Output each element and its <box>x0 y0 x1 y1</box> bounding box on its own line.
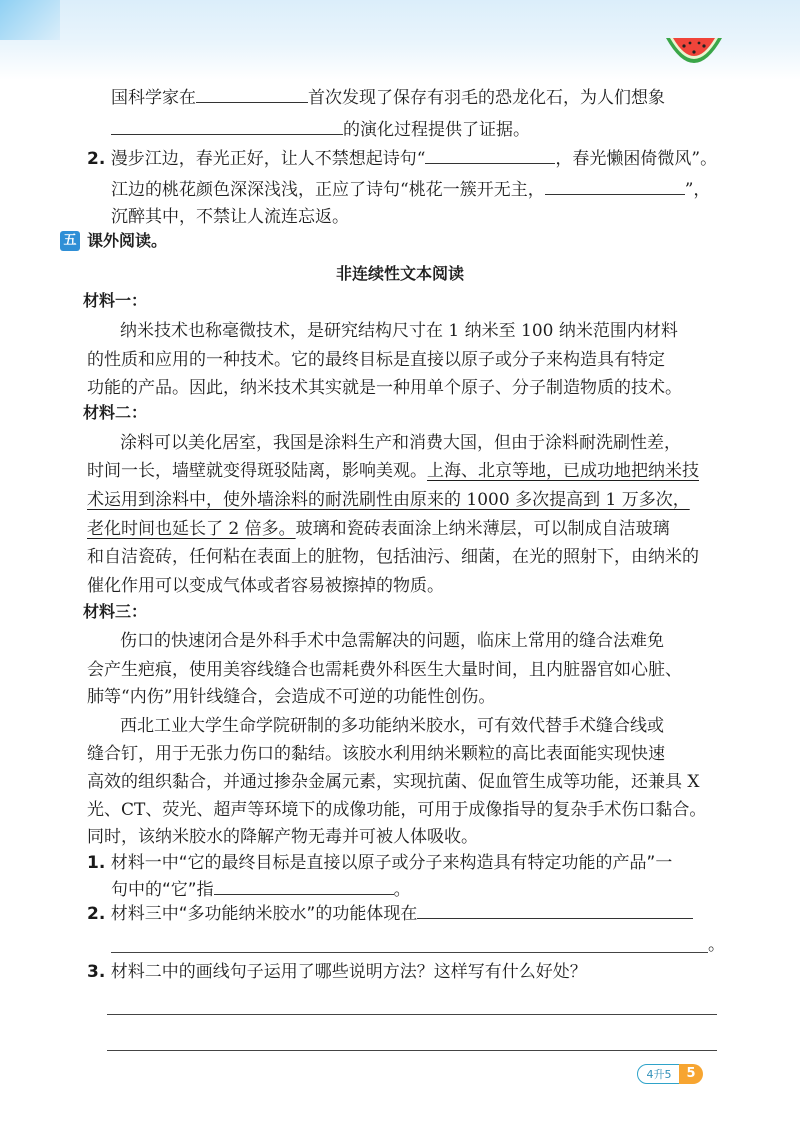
question-number: 3. <box>87 962 106 982</box>
material-3-line: 会产生疤痕，使用美容线缝合也需耗费外科医生大量时间，且内脏器官如心脏、 <box>87 660 682 680</box>
material-1-label: 材料一： <box>83 291 148 310</box>
answer-line[interactable] <box>111 952 708 953</box>
material-3-line: 肺等“内伤”用针线缝合，会造成不可逆的功能性创伤。 <box>87 687 496 707</box>
material-1-line: 纳米技术也称毫微技术，是研究结构尺寸在 1 纳米至 100 纳米范围内材料 <box>120 321 678 341</box>
material-3-line: 伤口的快速闭合是外科手术中急需解决的问题，临床上常用的缝合法难免 <box>120 631 664 651</box>
question-3-line-1 <box>87 961 587 983</box>
question-number: 2. <box>87 149 106 169</box>
material-3-line: 光、CT、荧光、超声等环境下的成像功能，可用于成像指导的复杂手术伤口黏合。 <box>87 800 707 820</box>
question-number: 2. <box>87 904 106 924</box>
underlined-sentence: 术运用到涂料中，使外墙涂料的耐洗刷性由原来的 1000 多次提高到 1 万多次， <box>87 490 690 510</box>
text-segment: 沉醉其中，不禁让人流连忘返。 <box>111 207 349 227</box>
material-2-line: 涂料可以美化居室，我国是涂料生产和消费大国，但由于涂料耐洗刷性差， <box>120 433 681 453</box>
watermelon-icon <box>664 34 724 68</box>
material-2-label: 材料二： <box>83 403 148 422</box>
answer-blank[interactable] <box>417 902 693 919</box>
section-number-icon: 五 <box>60 231 80 251</box>
material-3-line: 西北工业大学生命学院研制的多功能纳米胶水，可有效代替手术缝合线或 <box>120 716 664 736</box>
question-2-line-1 <box>87 902 693 925</box>
material-2-line: 和自洁瓷砖，任何粘在表面上的脏物，包括油污、细菌，在光的照射下，由纳米的 <box>87 547 699 567</box>
material-1-line: 的性质和应用的一种技术。它的最终目标是直接以原子或分子来构造具有特定 <box>87 350 665 370</box>
question-2-end: 。 <box>708 935 725 955</box>
underlined-sentence: 老化时间也延长了 2 倍多。 <box>87 519 296 539</box>
question-number: 1. <box>87 853 106 873</box>
question-text: 句中的“它”指 <box>111 880 214 900</box>
section-title: 课外阅读。 <box>87 231 168 250</box>
question-1-line-2 <box>111 878 411 901</box>
text-segment: ，春光懒困倚微风”。 <box>555 149 718 169</box>
answer-line[interactable] <box>107 1014 717 1015</box>
poetry-question-line-1 <box>87 147 717 170</box>
material-3-line: 高效的组织黏合，并通过掺杂金属元素，实现抗菌、促血管生成等功能，还兼具 X <box>87 772 700 792</box>
header-band <box>0 0 800 80</box>
material-2-line: 催化作用可以变成气体或者容易被擦掉的物质。 <box>87 576 444 596</box>
material-3-line: 同时，该纳米胶水的降解产物无毒并可被人体吸收。 <box>87 827 478 847</box>
text-segment: 国科学家在 <box>111 88 196 108</box>
material-3-label: 材料三： <box>83 602 148 621</box>
reading-subtitle: 非连续性文本阅读 <box>335 264 464 283</box>
question-text: 材料一中“它的最终目标是直接以原子或分子来构造具有特定功能的产品”一 <box>110 853 673 873</box>
sky-decoration <box>0 0 60 40</box>
text-segment: 时间一长，墙壁就变得斑驳陆离，影响美观。 <box>87 461 427 481</box>
question-text: 。 <box>393 880 411 900</box>
material-1-line: 功能的产品。因此，纳米技术其实就是一种用单个原子、分子制造物质的技术。 <box>87 378 682 398</box>
text-segment: 首次发现了保存有羽毛的恐龙化石，为人们想象 <box>308 88 665 108</box>
poetry-question-line-3 <box>111 206 349 228</box>
text-segment: 漫步江边，春光正好，让人不禁想起诗句“ <box>110 149 426 169</box>
answer-blank[interactable] <box>425 147 555 164</box>
answer-blank[interactable] <box>545 178 685 195</box>
text-segment: 江边的桃花颜色深深浅浅，正应了诗句“桃花一簇开无主， <box>111 180 545 200</box>
poetry-question-line-2 <box>111 178 710 201</box>
material-3-line: 缝合钉，用于无张力伤口的黏结。该胶水利用纳米颗粒的高比表面能实现快速 <box>87 744 665 764</box>
text-segment: 玻璃和瓷砖表面涂上纳米薄层，可以制成自洁玻璃 <box>295 519 670 539</box>
text-segment: 的演化过程提供了证据。 <box>343 120 530 140</box>
prev-question-line-2 <box>111 118 530 141</box>
answer-line[interactable] <box>107 1050 717 1051</box>
answer-blank[interactable] <box>111 118 343 135</box>
material-2-line <box>87 518 670 540</box>
grade-tag: 4升5 <box>637 1064 681 1084</box>
text-segment: ”， <box>684 180 711 200</box>
prev-question-line-1 <box>111 86 665 109</box>
question-text: 材料三中“多功能纳米胶水”的功能体现在 <box>110 904 418 924</box>
page-number: 5 <box>679 1064 703 1084</box>
answer-blank[interactable] <box>196 86 308 103</box>
question-1-line-1 <box>87 852 672 874</box>
answer-blank[interactable] <box>214 878 394 895</box>
question-text: 材料二中的画线句子运用了哪些说明方法？这样写有什么好处？ <box>110 962 587 982</box>
underlined-sentence: 上海、北京等地，已成功地把纳米技 <box>427 461 699 481</box>
material-2-line <box>87 460 699 482</box>
